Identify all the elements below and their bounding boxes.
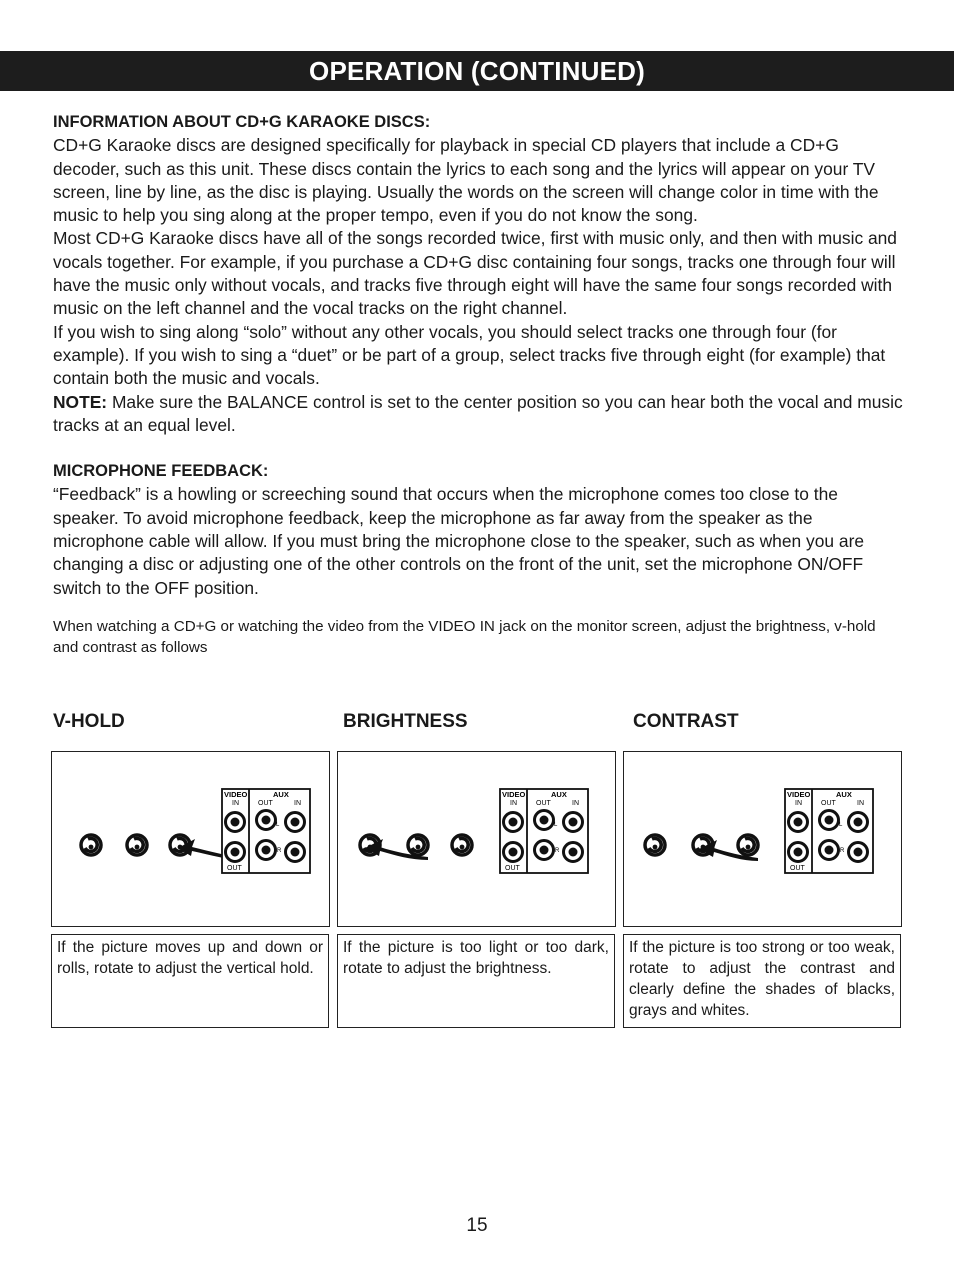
jack-icon bbox=[820, 811, 839, 830]
jack-icon bbox=[789, 843, 808, 862]
jack-icon bbox=[226, 843, 245, 862]
in-label: IN bbox=[510, 800, 517, 807]
body-text bbox=[53, 111, 905, 658]
video-label: VIDEO bbox=[502, 790, 526, 799]
jack-icon bbox=[257, 811, 276, 830]
aux-out-label: OUT bbox=[536, 800, 551, 807]
knob-icon bbox=[81, 835, 101, 855]
r-label: R bbox=[840, 848, 845, 854]
karaoke-paragraph-2: Most CD+G Karaoke discs have all of the songs recorded twice, first with music only, and then with music and vocals together. For example, if you purchase a CD+G disc containing four songs, tracks one through four will have the music only without vocals, and tracks five through eight will have the same four songs recorded with music on the left channel and the vocal tracks on the right channel. bbox=[53, 228, 897, 319]
aux-label: AUX bbox=[836, 790, 852, 799]
in-label: IN bbox=[232, 800, 239, 807]
out-label: OUT bbox=[227, 865, 242, 872]
video-label: VIDEO bbox=[224, 790, 248, 799]
brightness-diagram bbox=[337, 751, 616, 927]
note-paragraph bbox=[53, 391, 905, 438]
aux-label: AUX bbox=[551, 790, 567, 799]
jack-panel bbox=[222, 789, 310, 873]
jack-icon bbox=[286, 843, 305, 862]
r-label: R bbox=[555, 848, 560, 854]
video-label: VIDEO bbox=[787, 790, 811, 799]
in-label: IN bbox=[795, 800, 802, 807]
aux-in-label: IN bbox=[572, 800, 579, 807]
jack-panel bbox=[500, 789, 588, 873]
page-number: 15 bbox=[466, 1215, 488, 1236]
jack-icon bbox=[257, 841, 276, 860]
aux-out-label: OUT bbox=[258, 800, 273, 807]
aux-label: AUX bbox=[273, 790, 289, 799]
brightness-title: BRIGHTNESS bbox=[343, 711, 468, 732]
knob-icon bbox=[127, 835, 147, 855]
jack-icon bbox=[504, 813, 523, 832]
page-title: OPERATION (CONTINUED) bbox=[0, 51, 954, 91]
l-label: L bbox=[554, 822, 558, 828]
brightness-caption: If the picture is too light or too dark, rotate to adjust the brightness. bbox=[337, 934, 615, 1028]
contrast-title: CONTRAST bbox=[633, 711, 739, 732]
feedback-paragraph: “Feedback” is a howling or screeching sound that occurs when the microphone comes too close to the speaker. To avoid microphone feedback, keep the microphone as far away from the speaker as the microphone cable will allow. If you must bring the microphone close to the speaker, such as when you are changing a disc or adjusting one of the other controls on the front of the unit, set the microphone ON/OFF switch to the OFF position. bbox=[53, 484, 865, 598]
note-label: NOTE: bbox=[53, 391, 108, 412]
l-label: L bbox=[276, 822, 280, 828]
jack-icon bbox=[849, 813, 868, 832]
knob-icon bbox=[452, 835, 472, 855]
jack-icon bbox=[535, 841, 554, 860]
jack-icon bbox=[504, 843, 523, 862]
feedback-heading: MICROPHONE FEEDBACK: bbox=[53, 462, 269, 481]
jack-icon bbox=[226, 813, 245, 832]
jack-panel bbox=[785, 789, 873, 873]
adjust-intro: When watching a CD+G or watching the video from the VIDEO IN jack on the monitor screen, adjust the brightness, v-hold and contrast as follows bbox=[53, 617, 876, 656]
karaoke-heading: INFORMATION ABOUT CD+G KARAOKE DISCS: bbox=[53, 113, 431, 131]
l-label: L bbox=[839, 822, 843, 828]
jack-icon bbox=[564, 843, 583, 862]
contrast-diagram bbox=[623, 751, 902, 927]
jack-icon bbox=[820, 841, 839, 860]
vhold-caption: If the picture moves up and down or rolls, rotate to adjust the vertical hold. bbox=[51, 934, 329, 1028]
vhold-title: V-HOLD bbox=[53, 711, 125, 732]
knob-icon bbox=[738, 835, 758, 855]
out-label: OUT bbox=[790, 865, 805, 872]
jack-icon bbox=[286, 813, 305, 832]
out-label: OUT bbox=[505, 865, 520, 872]
knob-icon bbox=[408, 835, 428, 855]
vhold-diagram bbox=[51, 751, 330, 927]
note-text: Make sure the BALANCE control is set to the center position so you can hear both the vocal and music tracks at an equal level. bbox=[53, 391, 903, 435]
jack-icon bbox=[535, 811, 554, 830]
contrast-caption: If the picture is too strong or too weak, rotate to adjust the contrast and clearly define the shades of blacks, grays and whites. bbox=[623, 934, 901, 1028]
r-label: R bbox=[277, 848, 282, 854]
jack-icon bbox=[564, 813, 583, 832]
knob-icon bbox=[645, 835, 665, 855]
aux-in-label: IN bbox=[294, 800, 301, 807]
karaoke-paragraph-1: CD+G Karaoke discs are designed specifically for playback in special CD players that include a CD+G decoder, such as this unit. These discs contain the lyrics to each song and the lyrics will appear on your TV screen, line by line, as the disc is playing. Usually the words on the screen will change color in time with the music to help you sing along at the proper tempo, even if you do not know the song. bbox=[53, 135, 879, 226]
aux-out-label: OUT bbox=[821, 800, 836, 807]
aux-in-label: IN bbox=[857, 800, 864, 807]
karaoke-paragraph-3: If you wish to sing along “solo” without any other vocals, you should select tracks one through four (for example). If you wish to sing a “duet” or be part of a group, select tracks five through eight (for example) that contain both the music and vocals. bbox=[53, 321, 886, 389]
jack-icon bbox=[849, 843, 868, 862]
jack-icon bbox=[789, 813, 808, 832]
